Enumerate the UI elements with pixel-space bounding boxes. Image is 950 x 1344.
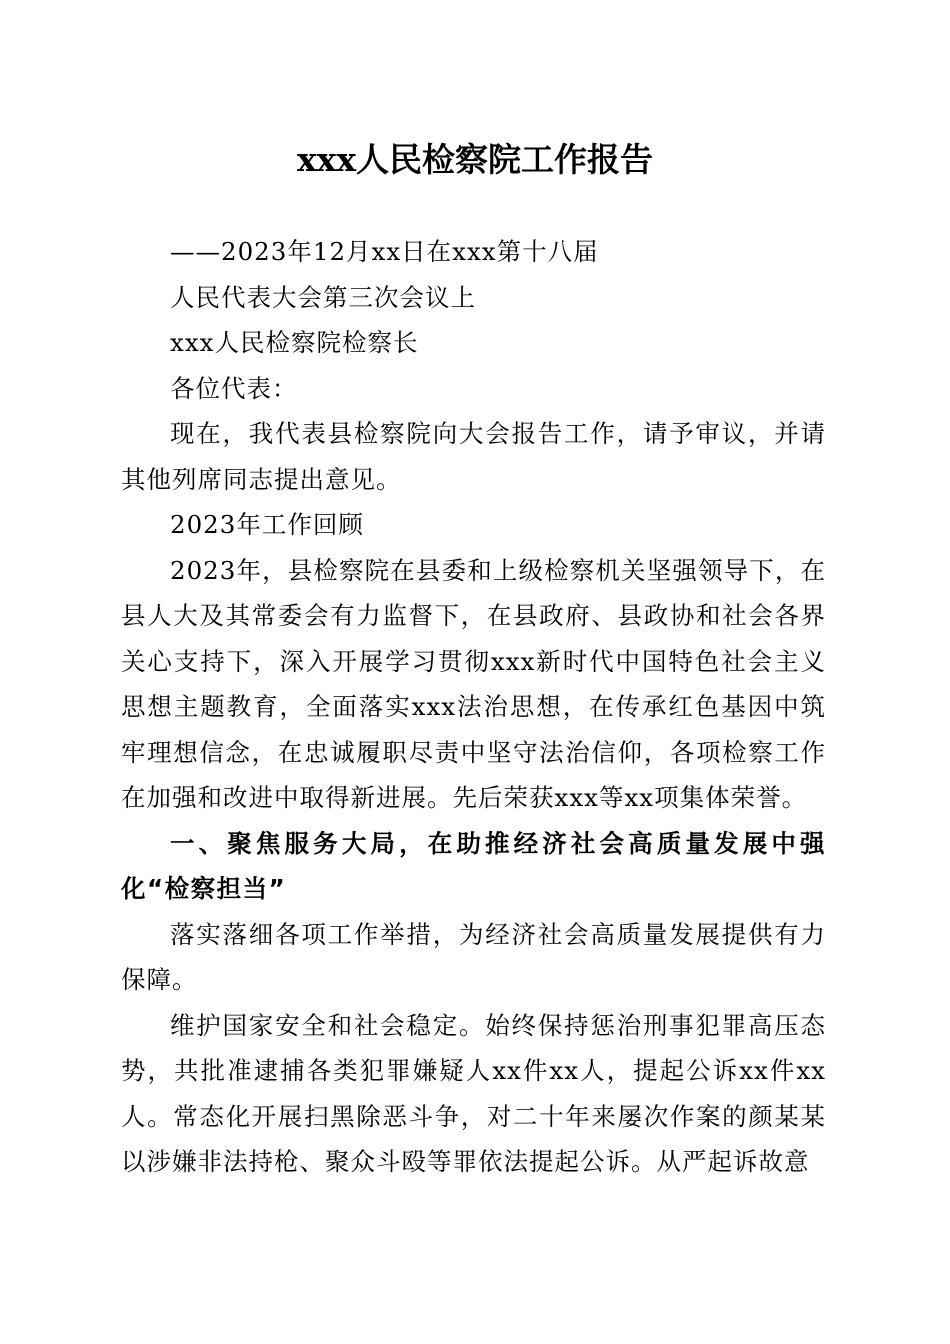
- paragraph-review: 2023年，县检察院在县委和上级检察机关坚强领导下，在县人大及其常委会有力监督下，在县政府、县政协和社会各界关心支持下，深入开展学习贯彻xxx新时代中国特色社会主义思想主题教育，全面落实xxx法治思想，在传承红色基因中筑牢理想信念，在忠诚履职尽责中坚守法治信仰，各项检察工作在加强和改进中取得新进展。先后荣获xxx等xx项集体荣誉。: [121, 555, 826, 812]
- salutation: 各位代表：: [170, 373, 298, 403]
- subtitle-meeting-line: 人民代表大会第三次会议上: [170, 282, 476, 312]
- paragraph-security: 维护国家安全和社会稳定。始终保持惩治刑事犯罪高压态势，共批准逮捕各类犯罪嫌疑人xx件xx人，提起公诉xx件xx人。常态化开展扫黑除恶斗争，对二十年来屡次作案的颜某某以涉嫌非法持枪、聚众斗殴等罪依法提起公诉。从严起诉故意: [121, 1010, 826, 1176]
- speaker-line: xxx人民检察院检察长: [170, 328, 419, 357]
- paragraph-intro: 现在，我代表县检察院向大会报告工作，请予审议，并请其他列席同志提出意见。: [121, 419, 826, 494]
- subtitle-date-line: ——2023年12月xx日在xxx第十八届: [170, 237, 599, 266]
- document-title: xxx人民检察院工作报告: [296, 140, 654, 179]
- document-body: [121, 229, 826, 1185]
- paragraph-measures: 落实落细各项工作举措，为经济社会高质量发展提供有力保障。: [121, 919, 826, 994]
- section-review-title: 2023年工作回顾: [170, 510, 364, 539]
- section-heading-1: 一、聚焦服务大局，在助推经济社会高质量发展中强化“检察担当”: [121, 828, 826, 903]
